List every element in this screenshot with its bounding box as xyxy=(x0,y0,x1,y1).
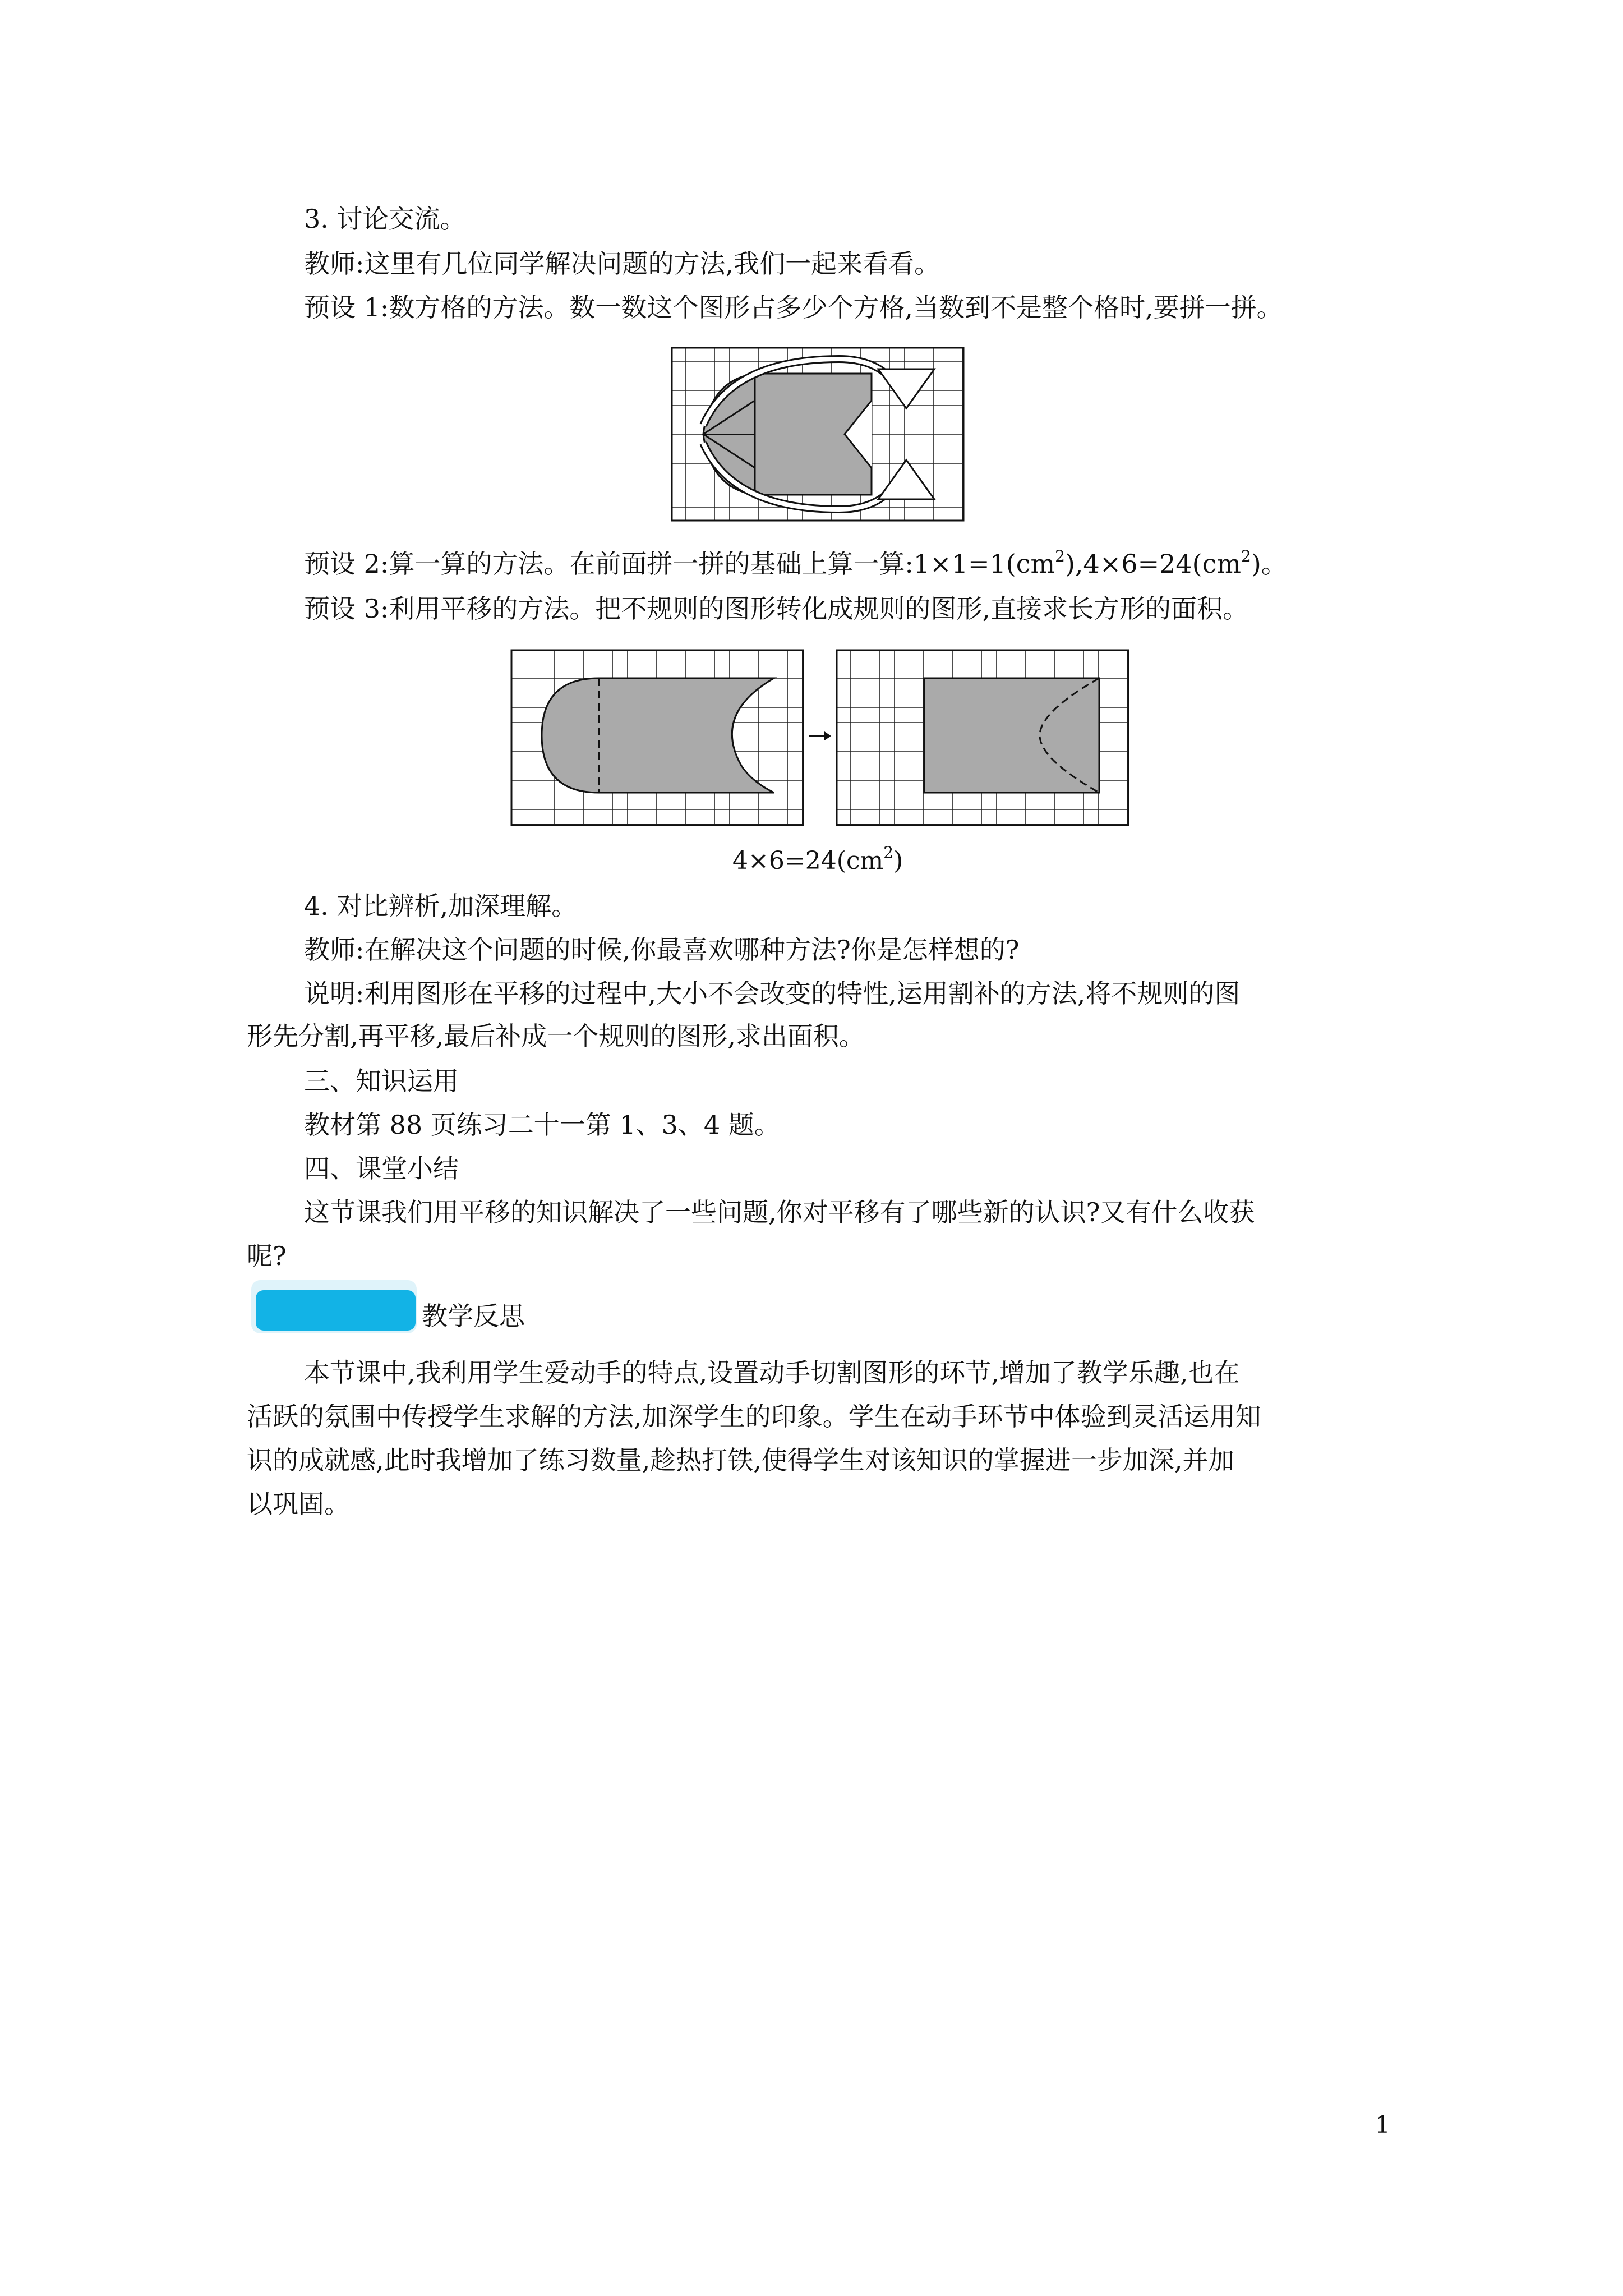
explanation-line-2: 形先分割,再平移,最后补成一个规则的图形,求出面积。 xyxy=(247,1021,865,1051)
figure-after-translation xyxy=(836,649,1129,826)
reflection-banner xyxy=(251,1280,417,1333)
explanation-line-1: 说明:利用图形在平移的过程中,大小不会改变的特性,运用割补的方法,将不规则的图 xyxy=(304,978,1241,1009)
section-3-heading: 三、知识运用 xyxy=(304,1066,459,1096)
teacher-prompt: 教师:这里有几位同学解决问题的方法,我们一起来看看。 xyxy=(304,249,940,279)
figure-before-translation xyxy=(510,649,804,826)
figure-grid-arrows xyxy=(671,347,965,522)
banner-tab xyxy=(256,1290,416,1331)
area-formula-caption: $4\times 6=24(cm^2)$ xyxy=(732,843,903,875)
preset-2-text: 预设 2:算一算的方法。在前面拼一拼的基础上算一算$:1\times 1=1(cm^2),4\times 6=24(cm^2)$。 xyxy=(304,546,1287,579)
reflection-title: 教学反思 xyxy=(422,1301,525,1331)
step-3-heading: 3. 讨论交流。 xyxy=(304,204,466,234)
reflection-line-4: 以巩固。 xyxy=(247,1489,350,1519)
teacher-question: 教师:在解决这个问题的时候,你最喜欢哪种方法?你是怎样想的? xyxy=(304,935,1020,965)
preset-3-text: 预设 3:利用平移的方法。把不规则的图形转化成规则的图形,直接求长方形的面积。 xyxy=(304,593,1249,624)
translation-arrow xyxy=(808,729,832,743)
reflection-line-3: 识的成就感,此时我增加了练习数量,趁热打铁,使得学生对该知识的掌握进一步加深,并加 xyxy=(247,1445,1234,1475)
preset-1-text: 预设 1:数方格的方法。数一数这个图形占多少个方格,当数到不是整个格时,要拼一拼。 xyxy=(304,292,1283,323)
page-number: 1 xyxy=(1375,2111,1390,2138)
summary-line-1: 这节课我们用平移的知识解决了一些问题,你对平移有了哪些新的认识?又有什么收获 xyxy=(304,1197,1255,1227)
step-4-heading: 4. 对比辨析,加深理解。 xyxy=(304,891,578,921)
textbook-exercise: 教材第 88 页练习二十一第 1、3、4 题。 xyxy=(304,1110,780,1140)
reflection-line-2: 活跃的氛围中传授学生求解的方法,加深学生的印象。学生在动手环节中体验到灵活运用知 xyxy=(247,1401,1261,1432)
summary-line-2: 呢? xyxy=(247,1241,287,1271)
reflection-line-1: 本节课中,我利用学生爱动手的特点,设置动手切割图形的环节,增加了教学乐趣,也在 xyxy=(304,1358,1240,1388)
section-4-heading: 四、课堂小结 xyxy=(304,1153,459,1184)
